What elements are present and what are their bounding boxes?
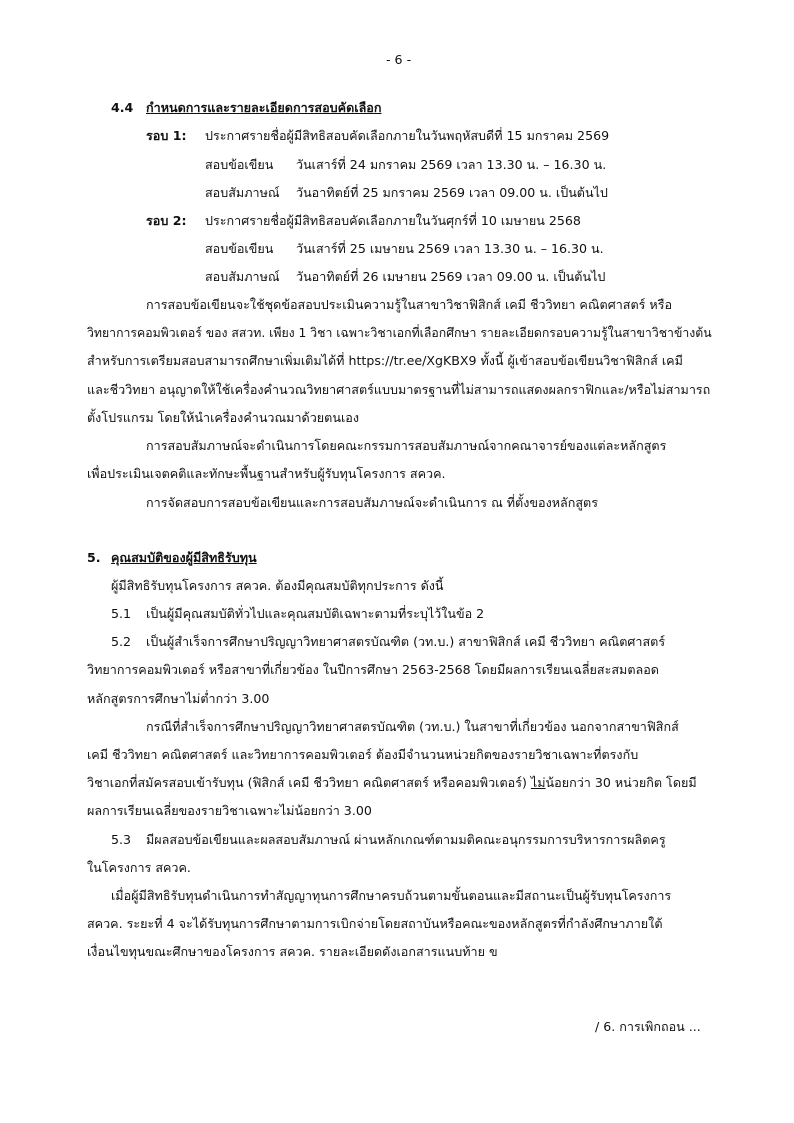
page-number: - 6 -: [386, 52, 412, 67]
round-2-interview-value: วันอาทิตย์ที่ 26 เมษายน 2569 เวลา 09.00 น. เป็นต้นไป: [296, 269, 606, 284]
round-2-written-value: วันเสาร์ที่ 25 เมษายน 2569 เวลา 13.30 น. – 16.30 น.: [296, 241, 604, 256]
item-5-2-number: 5.2: [111, 634, 132, 649]
item-5-1-text: เป็นผู้มีคุณสมบัติทั่วไปและคุณสมบัติเฉพาะตามที่ระบุไว้ในข้อ 2: [146, 606, 485, 621]
item-5-2-line: เป็นผู้สำเร็จการศึกษาปริญญาวิทยาศาสตรบัณฑิต (วท.บ.) สาขาฟิสิกส์ เคมี ชีววิทยา คณิตศาสตร์: [146, 634, 666, 649]
round-1-announcement: ประกาศรายชื่อผู้มีสิทธิสอบคัดเลือกภายในวันพฤหัสบดีที่ 15 มกราคม 2569: [205, 128, 610, 143]
round-2-label: รอบ 2:: [146, 213, 187, 228]
round-1-written-value: วันเสาร์ที่ 24 มกราคม 2569 เวลา 13.30 น. – 16.30 น.: [296, 157, 607, 172]
special-case-line: กรณีที่สำเร็จการศึกษาปริญญาวิทยาศาสตรบัณฑิต (วท.บ.) ในสาขาที่เกี่ยวข้อง นอกจากสาขาฟิสิกส์: [146, 719, 679, 734]
round-1-interview-value: วันอาทิตย์ที่ 25 มกราคม 2569 เวลา 09.00 น. เป็นต้นไป: [296, 185, 608, 200]
item-5-3-number: 5.3: [111, 832, 132, 847]
item-5-3-line: ในโครงการ สควค.: [87, 860, 191, 875]
section-5-number: 5.: [87, 550, 101, 565]
written-exam-paragraph-line: ตั้งโปรแกรม โดยให้นำเครื่องคำนวณมาด้วยตนเอง: [87, 410, 359, 425]
special-case-line-pre: วิชาเอกที่สมัครสอบเข้ารับทุน (ฟิสิกส์ เคมี ชีววิทยา คณิตศาสตร์ หรือคอมพิวเตอร์): [87, 775, 531, 790]
special-case-line: เคมี ชีววิทยา คณิตศาสตร์ และวิทยาการคอมพิวเตอร์ ต้องมีจำนวนหน่วยกิตของรายวิชาเฉพาะที่ตรงกับ: [87, 747, 639, 762]
special-case-line: ผลการเรียนเฉลี่ยของรายวิชาเฉพาะไม่น้อยกว่า 3.00: [87, 803, 372, 818]
exam-location-paragraph: การจัดสอบการสอบข้อเขียนและการสอบสัมภาษณ์จะดำเนินการ ณ ที่ตั้งของหลักสูตร: [146, 495, 598, 510]
round-1-label: รอบ 1:: [146, 128, 187, 143]
next-page-continuation: / 6. การเพิกถอน ...: [595, 1019, 701, 1034]
interview-paragraph-line: เพื่อประเมินเจตคติและทักษะพื้นฐานสำหรับผู้รับทุนโครงการ สควค.: [87, 466, 446, 481]
special-case-line: [87, 774, 697, 792]
scholarship-paragraph-line: เมื่อผู้มีสิทธิรับทุนดำเนินการทำสัญญาทุนการศึกษาครบถ้วนตามขั้นตอนและมีสถานะเป็นผู้รับทุนโครงการ: [111, 888, 672, 903]
scholarship-paragraph-line: เงื่อนไขทุนขณะศึกษาของโครงการ สควค. รายละเอียดดังเอกสารแนบท้าย ข: [87, 944, 498, 959]
special-case-line-post: น้อยกว่า 30 หน่วยกิต โดยมี: [545, 775, 697, 790]
round-2-written-label: สอบข้อเขียน: [205, 241, 274, 256]
scholarship-paragraph-line: สควค. ระยะที่ 4 จะได้รับทุนการศึกษาตามการเบิกจ่ายโดยสถาบันหรือคณะของหลักสูตรที่กำลังศึกษาภายใต้: [87, 916, 663, 931]
section-4-4-number: 4.4: [111, 100, 134, 115]
interview-paragraph-line: การสอบสัมภาษณ์จะดำเนินการโดยคณะกรรมการสอบสัมภาษณ์จากคณาจารย์ของแต่ละหลักสูตร: [146, 438, 667, 453]
written-exam-paragraph-line: สำหรับการเตรียมสอบสามารถศึกษาเพิ่มเติมได้ที่ https://tr.ee/XgKBX9 ทั้งนี้ ผู้เข้าสอบข้อเขียนวิชาฟิสิกส์ เคมี: [87, 353, 683, 368]
special-case-underlined-word: ไม่: [530, 775, 546, 790]
round-1-written-label: สอบข้อเขียน: [205, 157, 274, 172]
written-exam-paragraph-line: และชีววิทยา อนุญาตให้ใช้เครื่องคำนวณวิทยาศาสตร์แบบมาตรฐานที่ไม่สามารถแสดงผลกราฟิกและ/หรือไม่สามารถ: [87, 382, 711, 397]
round-2-announcement: ประกาศรายชื่อผู้มีสิทธิสอบคัดเลือกภายในวันศุกร์ที่ 10 เมษายน 2568: [205, 213, 581, 228]
item-5-2-line: วิทยาการคอมพิวเตอร์ หรือสาขาที่เกี่ยวข้อง ในปีการศึกษา 2563-2568 โดยมีผลการเรียนเฉลี่ยสะสมตลอด: [87, 662, 659, 677]
item-5-1-number: 5.1: [111, 606, 132, 621]
round-2-interview-label: สอบสัมภาษณ์: [205, 269, 280, 284]
round-1-interview-label: สอบสัมภาษณ์: [205, 185, 280, 200]
section-5-title: คุณสมบัติของผู้มีสิทธิรับทุน: [111, 550, 257, 565]
written-exam-paragraph-line: การสอบข้อเขียนจะใช้ชุดข้อสอบประเมินความรู้ในสาขาวิชาฟิสิกส์ เคมี ชีววิทยา คณิตศาสตร์ หรือ: [146, 297, 673, 312]
written-exam-paragraph-line: วิทยาการคอมพิวเตอร์ ของ สสวท. เพียง 1 วิชา เฉพาะวิชาเอกที่เลือกศึกษา รายละเอียดกรอบความรู้ในสาขาวิชาข้างต้น: [87, 325, 712, 340]
section-4-4-title: กำหนดการและรายละเอียดการสอบคัดเลือก: [146, 100, 382, 115]
section-5-intro: ผู้มีสิทธิรับทุนโครงการ สควค. ต้องมีคุณสมบัติทุกประการ ดังนี้: [111, 578, 444, 593]
item-5-2-line: หลักสูตรการศึกษาไม่ต่ำกว่า 3.00: [87, 691, 270, 706]
item-5-3-line: มีผลสอบข้อเขียนและผลสอบสัมภาษณ์ ผ่านหลักเกณฑ์ตามมติคณะอนุกรรมการบริหารการผลิตครู: [146, 832, 666, 847]
